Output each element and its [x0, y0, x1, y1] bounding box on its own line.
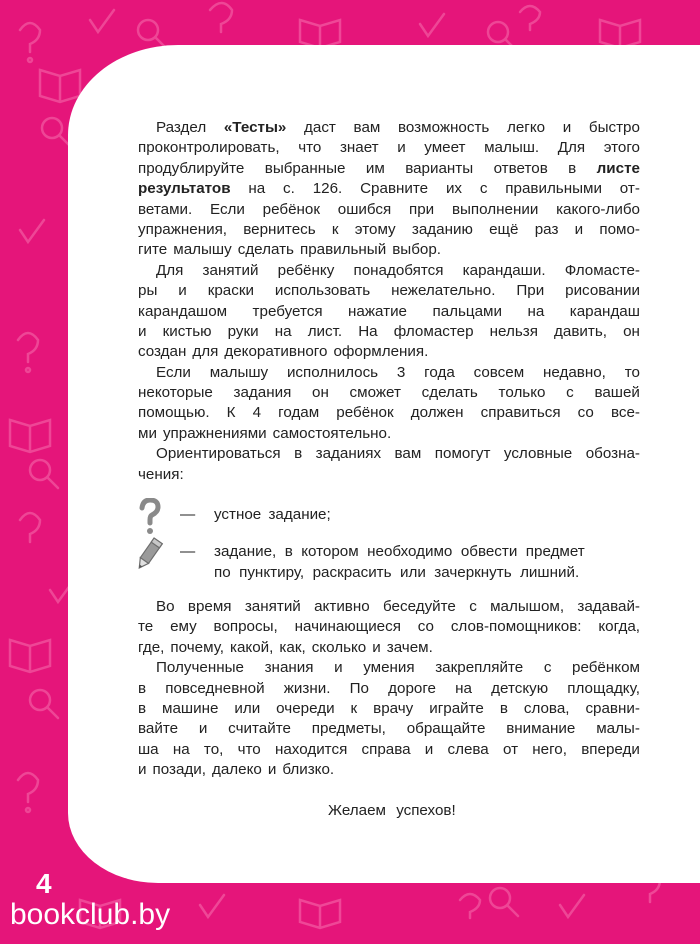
- word: машине: [162, 699, 219, 717]
- text-line: [138, 383, 640, 403]
- word: выбранные: [264, 159, 346, 177]
- word: на: [248, 180, 266, 198]
- word: с: [479, 180, 488, 198]
- word: варианты: [405, 159, 474, 177]
- word: в: [138, 699, 147, 717]
- word: со: [417, 618, 434, 636]
- word: ошибся: [337, 200, 392, 218]
- word: заданию: [411, 220, 473, 238]
- word: ребёнок: [336, 404, 394, 422]
- word: в: [499, 699, 508, 717]
- word: в: [294, 445, 303, 463]
- word: слов-помощников:: [450, 618, 582, 636]
- word: создан: [138, 343, 187, 361]
- word: зачем.: [386, 638, 433, 656]
- word: обращайте: [406, 720, 486, 738]
- text-line: [138, 322, 640, 342]
- word: дороге: [388, 679, 436, 697]
- word: знания: [264, 659, 314, 677]
- word: в: [568, 159, 577, 177]
- word: активно: [314, 598, 370, 615]
- word: сколько: [311, 638, 367, 656]
- word: и: [138, 322, 147, 340]
- text-line: [138, 138, 640, 158]
- word: вайте: [138, 720, 179, 738]
- word: все-: [610, 404, 640, 422]
- text-line: [138, 261, 640, 281]
- intro-text: [138, 118, 640, 485]
- word: от-: [619, 180, 640, 198]
- word: почему,: [170, 638, 224, 656]
- word: от: [502, 740, 519, 758]
- word: или: [234, 699, 261, 717]
- word: близко.: [282, 761, 335, 779]
- word: вашей: [594, 384, 640, 402]
- word: давить,: [554, 322, 607, 340]
- word: сможет: [349, 384, 401, 402]
- word: на: [455, 679, 472, 697]
- word: вам: [394, 445, 422, 463]
- word: краски: [207, 282, 254, 300]
- word: пальцами: [432, 302, 502, 320]
- text-line: [138, 281, 640, 301]
- page-number: 4: [36, 868, 52, 899]
- word: этому: [354, 220, 396, 238]
- text-line: [138, 240, 640, 260]
- word: что: [298, 139, 322, 157]
- word: недавно,: [542, 363, 606, 381]
- word: с: [543, 659, 552, 677]
- word: ребёнку: [277, 261, 335, 279]
- word: проконтролировать,: [138, 139, 280, 157]
- word: и: [178, 282, 187, 300]
- word: закрепляйте: [435, 659, 524, 677]
- text-line: [138, 200, 640, 220]
- word: быстро: [588, 119, 640, 136]
- word: нажатие: [348, 302, 408, 320]
- word: им: [365, 159, 385, 177]
- word: сделать: [237, 241, 294, 259]
- word: малышом,: [490, 598, 565, 615]
- word: Полученные: [156, 659, 244, 677]
- word: слова,: [523, 699, 570, 717]
- word: играйте: [429, 699, 484, 717]
- word: занятий: [202, 261, 259, 279]
- word: рисовании: [565, 282, 640, 300]
- word: На: [358, 322, 378, 340]
- word: понадобятся: [353, 261, 444, 279]
- word: условные: [503, 445, 573, 463]
- word: упражнениями: [162, 424, 267, 442]
- word: Для: [557, 139, 586, 157]
- word: ша: [138, 740, 159, 758]
- word: площадку,: [567, 679, 640, 697]
- legend-pencil-line2: по пунктиру, раскрасить или зачеркнуть лишний.: [214, 564, 580, 581]
- word: Если: [209, 200, 245, 218]
- word: задания: [233, 384, 292, 402]
- text-line: [138, 760, 640, 780]
- word: считайте: [228, 720, 291, 738]
- word: и: [424, 740, 434, 758]
- text-line: [138, 679, 640, 699]
- word: помо-: [599, 220, 640, 238]
- word: на: [172, 740, 190, 758]
- word: занятий: [244, 598, 301, 615]
- text-line: [138, 179, 640, 199]
- word: впереди: [581, 740, 640, 758]
- word: знает: [339, 139, 379, 157]
- text-line: [138, 118, 640, 138]
- word: упражнения,: [138, 220, 228, 238]
- word: то: [624, 363, 640, 381]
- pencil-icon: [134, 536, 164, 572]
- word: легко: [506, 119, 546, 136]
- word: где,: [138, 638, 165, 656]
- word: нежелательно.: [391, 282, 496, 300]
- word: К: [226, 404, 236, 422]
- word: выбор.: [392, 241, 441, 259]
- text-line: [138, 617, 640, 637]
- word: и: [574, 220, 584, 238]
- word: сделать: [421, 384, 478, 402]
- word: заданиях: [315, 445, 382, 463]
- word: Если: [156, 363, 191, 381]
- word: задавай-: [577, 598, 640, 615]
- text-line: [138, 403, 640, 423]
- word: какого-либо: [556, 200, 640, 218]
- word: он: [623, 322, 640, 340]
- word: Сравните: [360, 180, 429, 198]
- word: малышу: [173, 241, 232, 259]
- text-line: [138, 363, 640, 383]
- text-line: [138, 465, 640, 485]
- word: 3: [396, 363, 406, 381]
- word: он: [312, 384, 329, 402]
- word: время: [187, 598, 232, 615]
- word: ребёнок: [262, 200, 321, 218]
- word: к: [331, 220, 339, 238]
- word: По: [349, 679, 369, 697]
- word: самостоятельно.: [272, 424, 392, 442]
- word: беседуйте: [383, 598, 456, 615]
- word: даст: [304, 119, 336, 136]
- word: обозна-: [585, 445, 640, 463]
- word: продублируйте: [138, 159, 245, 177]
- word: 4: [252, 404, 262, 422]
- text-line: [138, 719, 640, 739]
- word: начинающиеся: [294, 618, 401, 636]
- word: и: [372, 638, 381, 656]
- word: детскую: [491, 679, 549, 697]
- word: Для: [156, 261, 184, 279]
- word: с: [469, 598, 477, 615]
- word: листе: [596, 159, 640, 177]
- word: фломастер: [393, 322, 474, 340]
- word: выполнении: [451, 200, 539, 218]
- word: вам: [353, 119, 381, 136]
- word: что: [237, 740, 261, 758]
- word: правильный: [299, 241, 387, 259]
- word: в: [138, 679, 147, 697]
- word: врачу: [373, 699, 414, 717]
- word: находится: [274, 740, 348, 758]
- word: исполнилось: [286, 363, 379, 381]
- word: с.: [283, 180, 295, 198]
- word: справа: [361, 740, 411, 758]
- word: карандашом: [138, 302, 228, 320]
- word: как,: [279, 638, 306, 656]
- word: с: [566, 384, 574, 402]
- word: годам: [278, 404, 320, 422]
- word: и: [397, 139, 406, 157]
- word: совсем: [473, 363, 525, 381]
- word: Фломасте-: [564, 261, 640, 279]
- word: умения: [363, 659, 415, 677]
- word: декоративного: [224, 343, 328, 361]
- word: оформления.: [333, 343, 429, 361]
- word: сравни-: [585, 699, 640, 717]
- word: ребёнком: [572, 659, 640, 677]
- question-mark-icon: [137, 498, 163, 534]
- word: ми: [138, 424, 157, 442]
- word: на: [527, 302, 545, 320]
- word: к: [350, 699, 358, 717]
- word: карандаши.: [462, 261, 546, 279]
- word: ему: [170, 618, 197, 636]
- word: внимание: [506, 720, 576, 738]
- word: и: [334, 659, 343, 677]
- word: на: [274, 322, 292, 340]
- word: Ориентироваться: [156, 445, 281, 463]
- word: требуется: [252, 302, 323, 320]
- legend-pencil-line1: задание, в котором необходимо обвести предмет: [214, 543, 585, 560]
- word: их: [445, 180, 463, 198]
- word: и: [198, 720, 208, 738]
- word: возможность: [398, 119, 490, 136]
- text-line: [138, 658, 640, 678]
- word: при: [409, 200, 435, 218]
- word: правильными: [505, 180, 602, 198]
- word: те: [138, 618, 154, 636]
- word: этого: [603, 139, 640, 157]
- word: гите: [138, 241, 168, 259]
- word: руки: [227, 322, 259, 340]
- word: результатов: [138, 180, 231, 198]
- word: только: [498, 384, 546, 402]
- word: При: [516, 282, 545, 300]
- word: помощью.: [138, 404, 210, 422]
- word: и: [562, 119, 572, 136]
- word: вернитесь: [243, 220, 316, 238]
- word: помогут: [434, 445, 491, 463]
- text-line: [138, 342, 640, 362]
- word: повседневной: [165, 679, 265, 697]
- legend-dash-pencil: —: [180, 543, 196, 560]
- word: слева: [447, 740, 489, 758]
- text-line: [138, 597, 640, 617]
- word: предметы,: [311, 720, 386, 738]
- word: раз: [534, 220, 559, 238]
- legend-oral-text: устное задание;: [214, 506, 331, 523]
- word: жизни.: [283, 679, 331, 697]
- text-line: [138, 740, 640, 760]
- text-line: [138, 302, 640, 322]
- text-line: [138, 699, 640, 719]
- word: карандаш: [569, 302, 640, 320]
- word: когда,: [598, 618, 640, 636]
- word: какой,: [230, 638, 274, 656]
- word: должен: [410, 404, 464, 422]
- word: и: [138, 761, 147, 779]
- text-line: [138, 424, 640, 444]
- word: использовать: [274, 282, 371, 300]
- word: малыш.: [484, 139, 540, 157]
- word: нельзя: [489, 322, 538, 340]
- word: «Тесты»: [223, 119, 287, 136]
- word: Раздел: [156, 119, 207, 136]
- word: кистью: [162, 322, 212, 340]
- text-line: [138, 444, 640, 464]
- word: года: [424, 363, 455, 381]
- word: очереди: [276, 699, 335, 717]
- word: Во: [156, 598, 175, 615]
- word: малы-: [596, 720, 640, 738]
- site-logo-text: bookclub.by: [10, 898, 171, 931]
- word: лист.: [307, 322, 343, 340]
- text-line: [138, 638, 640, 658]
- word: него,: [532, 740, 567, 758]
- word: то,: [203, 740, 224, 758]
- word: позади,: [152, 761, 206, 779]
- word: малышу: [209, 363, 269, 381]
- closing-wish: Желаем успехов!: [328, 802, 456, 819]
- word: вопросы,: [213, 618, 278, 636]
- word: и: [267, 761, 277, 779]
- word: справиться: [480, 404, 561, 422]
- word: ветами.: [138, 200, 193, 218]
- word: умеет: [424, 139, 466, 157]
- word: ры: [138, 282, 158, 300]
- word: 126.: [312, 180, 343, 198]
- word: для: [192, 343, 219, 361]
- word: со: [577, 404, 594, 422]
- word: некоторые: [138, 384, 213, 402]
- word: ответов: [493, 159, 548, 177]
- word: ещё: [489, 220, 519, 238]
- legend-dash-oral: —: [180, 506, 196, 523]
- advice-text: [138, 597, 640, 781]
- text-line: [138, 220, 640, 240]
- text-line: [138, 159, 640, 179]
- word: далеко: [211, 761, 262, 779]
- word: чения:: [138, 465, 184, 483]
